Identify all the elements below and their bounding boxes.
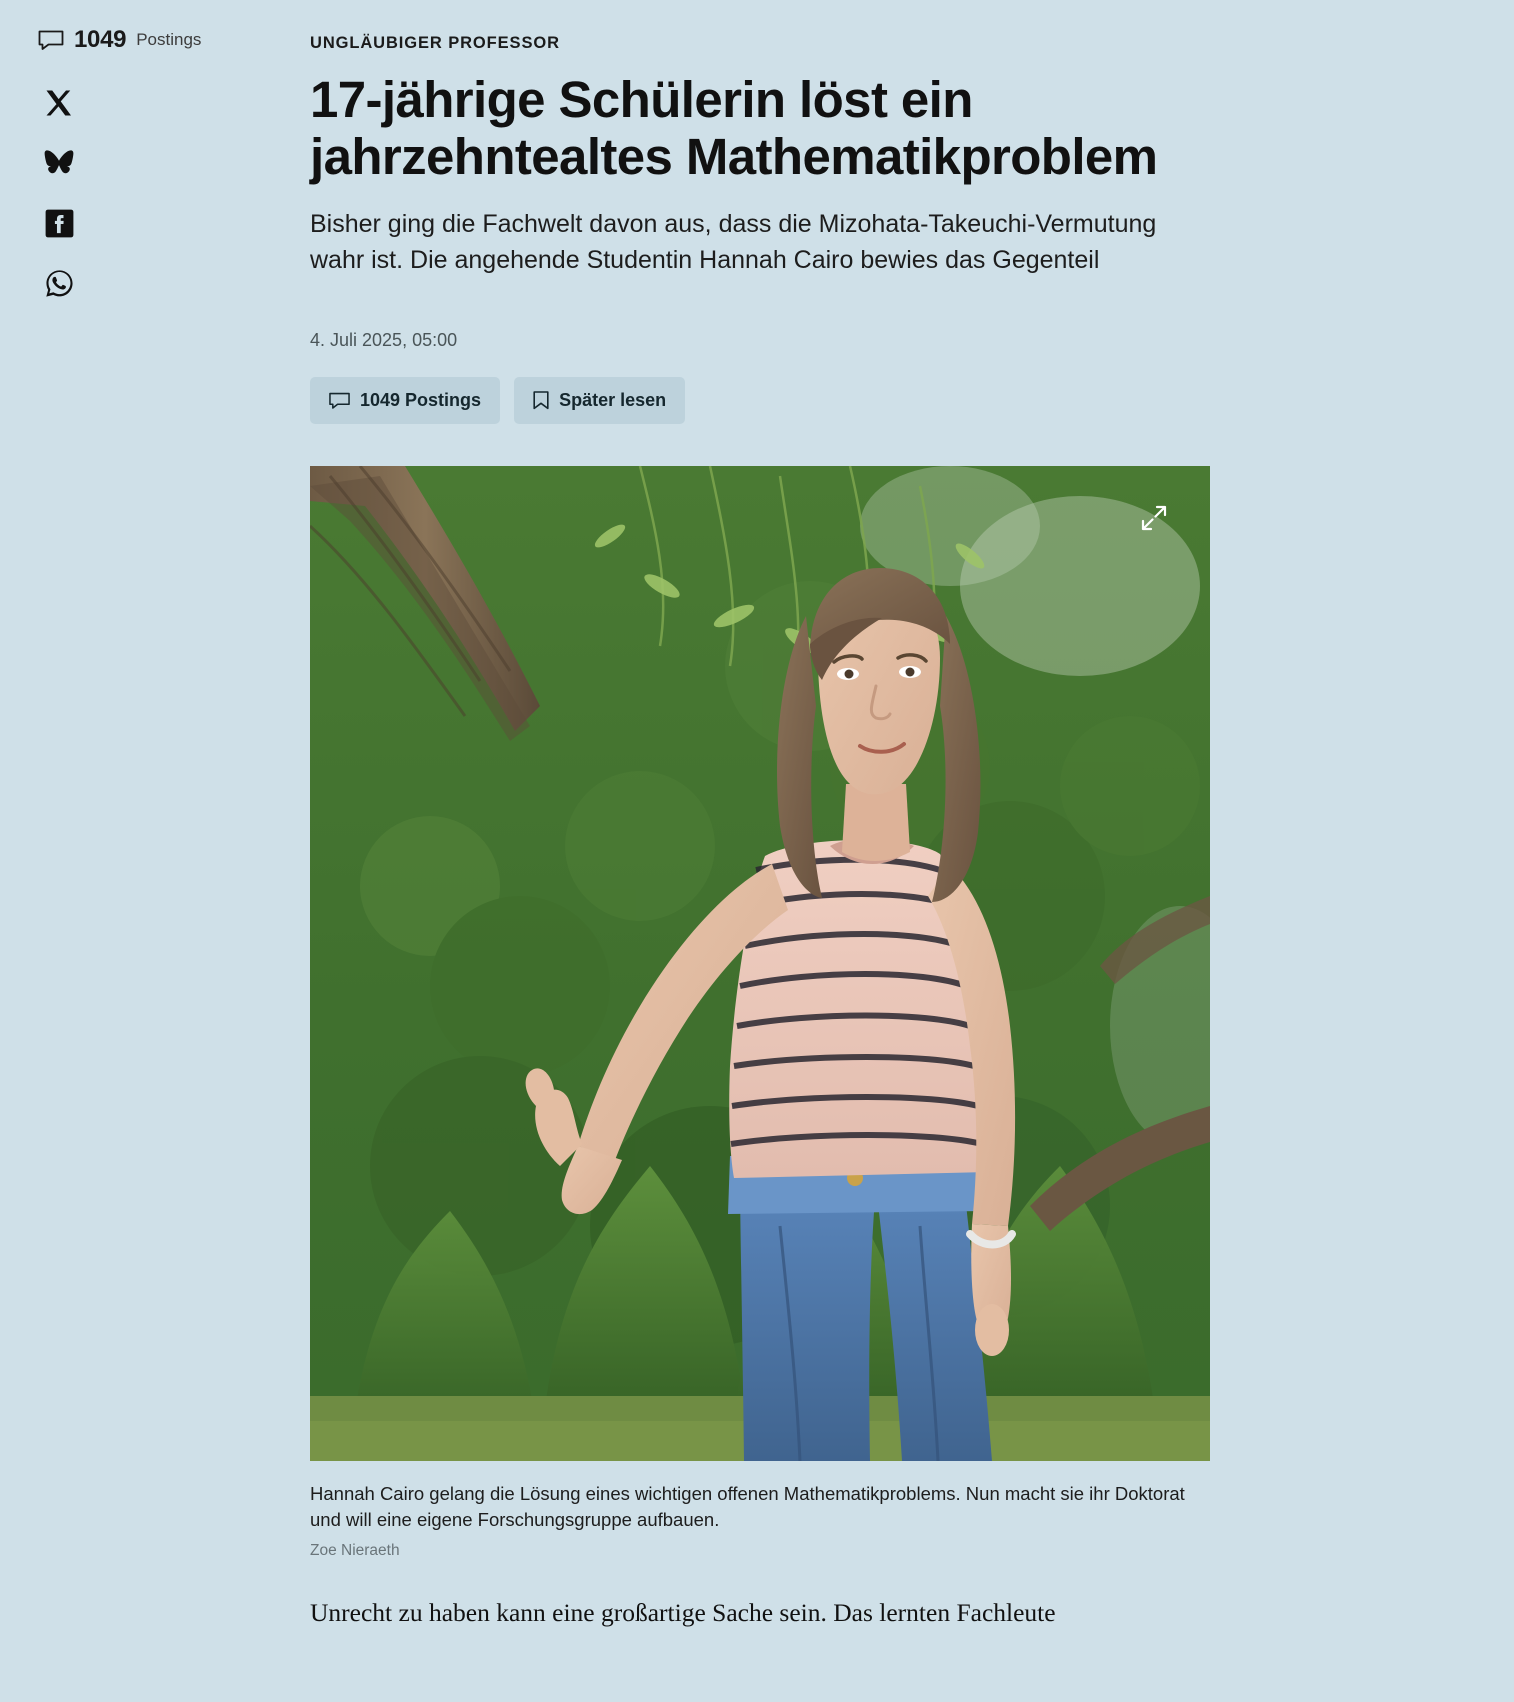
article-body-paragraph: Unrecht zu haben kann eine großartige Sache sein. Das lernten Fachleute xyxy=(310,1597,1056,1627)
whatsapp-icon[interactable] xyxy=(36,260,82,306)
x-twitter-icon[interactable] xyxy=(36,80,82,126)
image-credit: Zoe Nieraeth xyxy=(310,1541,400,1559)
facebook-icon[interactable] xyxy=(36,200,82,246)
social-share-rail xyxy=(0,0,300,320)
page-title: 17-jährige Schülerin löst ein jahrzehntealtes Mathematikproblem xyxy=(310,71,1158,186)
read-later-button[interactable] xyxy=(514,377,685,424)
read-later-button-label: Später lesen xyxy=(559,390,667,411)
postings-counter[interactable] xyxy=(38,26,300,54)
postings-count: 1049 xyxy=(74,26,127,53)
postings-button-label: 1049 Postings xyxy=(360,390,482,411)
article-figure xyxy=(310,466,1210,1560)
bluesky-icon[interactable] xyxy=(36,140,82,186)
article-photo[interactable] xyxy=(310,466,1210,1461)
article-standfirst: Bisher ging die Fachwelt davon aus, dass die Mizohata-Takeuchi-Vermutung wahr ist. Die angehende Studentin Hannah Cairo bewies das Gegenteil xyxy=(310,210,1157,274)
comment-bubble-icon xyxy=(38,29,64,51)
bookmark-icon xyxy=(533,391,549,410)
postings-label: Postings xyxy=(136,30,202,49)
article-kicker: UNGLÄUBIGER PROFESSOR xyxy=(310,34,560,52)
postings-button[interactable] xyxy=(310,377,500,424)
publish-date: 4. Juli 2025, 05:00 xyxy=(310,330,458,351)
article-container xyxy=(310,0,1210,1657)
expand-image-icon[interactable] xyxy=(1140,504,1168,532)
image-caption: Hannah Cairo gelang die Lösung eines wichtigen offenen Mathematikproblems. Nun macht sie ihr Doktorat und will eine eigene Forschungsgruppe aufbauen. xyxy=(310,1483,1185,1531)
comment-bubble-icon xyxy=(329,392,350,410)
article-action-row xyxy=(310,377,1210,424)
photo-illustration xyxy=(310,466,1210,1461)
